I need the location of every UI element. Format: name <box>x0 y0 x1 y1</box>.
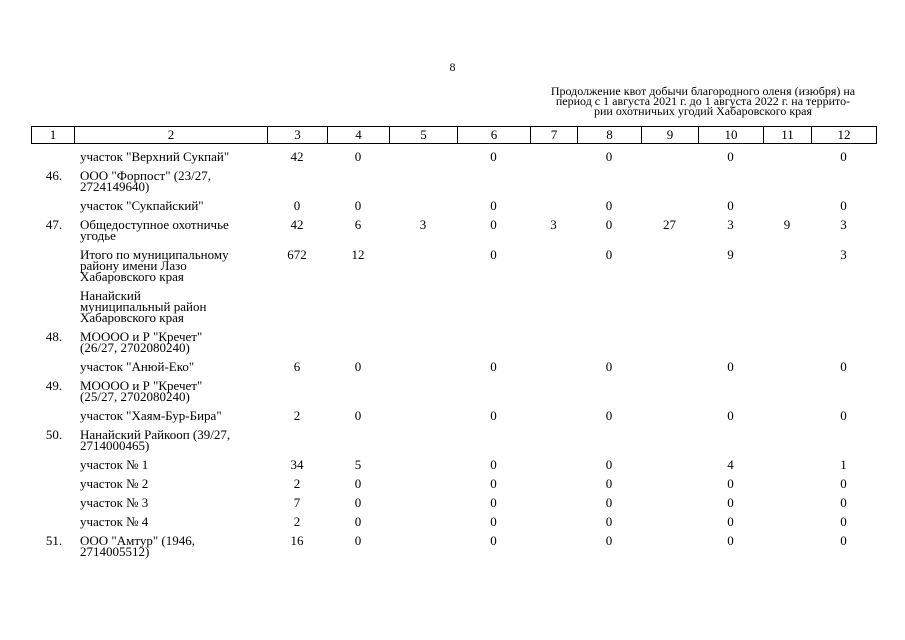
cell-c8: 0 <box>605 359 613 374</box>
cell-c12: 0 <box>840 514 847 529</box>
row-name-line: муниципальный район <box>80 299 207 314</box>
row-number: 47. <box>45 217 63 232</box>
cell-c10: 4 <box>727 457 734 472</box>
cell-c8: 0 <box>605 514 613 529</box>
row-name <box>80 290 265 323</box>
cell-c6: 0 <box>490 247 497 262</box>
cell-c4: 0 <box>354 476 362 491</box>
row-name <box>80 361 265 372</box>
cell-c12: 0 <box>840 359 847 374</box>
table-row <box>0 374 905 404</box>
cell-c12: 0 <box>840 495 847 510</box>
cell-c12: 1 <box>840 457 847 472</box>
row-name-line: участок № 3 <box>80 495 149 510</box>
row-number: 51. <box>45 533 63 548</box>
table-row <box>0 325 905 355</box>
cell-c8: 0 <box>605 247 613 262</box>
row-name <box>80 151 265 162</box>
cell-c12: 3 <box>840 247 847 262</box>
cell-c7: 3 <box>550 217 557 232</box>
row-name <box>80 429 265 451</box>
row-name-line: участок "Хаям-Бур-Бира" <box>80 408 222 423</box>
cell-c12: 3 <box>840 217 847 232</box>
cell-c6: 0 <box>490 408 497 423</box>
row-name-line: участок "Верхний Сукпай" <box>80 149 230 164</box>
cell-c8: 0 <box>605 533 613 548</box>
cell-c4: 6 <box>354 217 362 232</box>
header-cell: 6 <box>458 127 531 144</box>
continuation-title-line: период с 1 августа 2021 г. до 1 августа 2022 г. на террито- <box>555 94 851 108</box>
cell-c8: 0 <box>605 457 613 472</box>
cell-c3: 42 <box>290 217 304 232</box>
header-cell: 10 <box>699 127 764 144</box>
cell-c6: 0 <box>490 476 497 491</box>
cell-c3: 42 <box>290 149 304 164</box>
cell-c12: 0 <box>840 198 847 213</box>
cell-c8: 0 <box>605 495 613 510</box>
column-number-header <box>31 126 877 144</box>
row-name-line: Хабаровского края <box>80 310 184 325</box>
cell-c10: 3 <box>727 217 734 232</box>
row-name-line: Нанайский Райкооп (39/27, <box>80 427 231 442</box>
continuation-title-line: рии охотничьих угодий Хабаровского края <box>593 104 813 118</box>
cell-c10: 0 <box>727 198 734 213</box>
cell-c12: 0 <box>840 533 847 548</box>
cell-c10: 0 <box>727 514 734 529</box>
row-name-line: Хабаровского края <box>80 269 184 284</box>
cell-c10: 0 <box>727 476 734 491</box>
cell-c3: 672 <box>287 247 307 262</box>
cell-c3: 2 <box>293 408 301 423</box>
row-name <box>80 219 265 241</box>
cell-c6: 0 <box>490 149 497 164</box>
cell-c11: 9 <box>783 217 791 232</box>
cell-c8: 0 <box>605 198 613 213</box>
row-name-line: 2724149640) <box>80 179 150 194</box>
cell-c12: 0 <box>840 149 847 164</box>
row-name-line: 2714000465) <box>80 438 150 453</box>
row-name-line: ООО "Амтур" (1946, <box>80 533 195 548</box>
row-number: 49. <box>45 378 63 393</box>
row-name <box>80 331 265 353</box>
cell-c10: 0 <box>727 408 734 423</box>
row-name <box>80 410 265 421</box>
row-name <box>80 535 265 557</box>
cell-c4: 0 <box>354 359 362 374</box>
cell-c5: 3 <box>419 217 427 232</box>
header-cell: 11 <box>764 127 812 144</box>
cell-c12: 0 <box>840 408 847 423</box>
cell-c6: 0 <box>490 198 497 213</box>
row-name-line: (25/27, 2702080240) <box>80 389 190 404</box>
cell-c12: 0 <box>840 476 847 491</box>
table-row <box>0 404 905 423</box>
cell-c4: 0 <box>354 533 362 548</box>
header-cell: 1 <box>32 127 75 144</box>
table-row <box>0 510 905 529</box>
header-cell: 8 <box>578 127 642 144</box>
row-name-line: МОООО и Р "Кречет" <box>80 378 203 393</box>
row-name-line: Нанайский <box>80 288 141 303</box>
row-name <box>80 170 265 192</box>
quota-table-body <box>0 145 905 559</box>
header-cell: 4 <box>328 127 390 144</box>
row-name-line: ООО "Форпост" (23/27, <box>80 168 211 183</box>
table-row <box>0 355 905 374</box>
cell-c8: 0 <box>605 408 613 423</box>
cell-c10: 0 <box>727 495 734 510</box>
continuation-title <box>532 86 874 116</box>
row-name-line: МОООО и Р "Кречет" <box>80 329 203 344</box>
header-cell: 2 <box>75 127 268 144</box>
row-number: 50. <box>45 427 63 442</box>
row-name-line: (26/27, 2702080240) <box>80 340 190 355</box>
table-row <box>0 491 905 510</box>
cell-c10: 0 <box>727 533 734 548</box>
cell-c4: 0 <box>354 149 362 164</box>
row-number: 48. <box>45 329 63 344</box>
cell-c6: 0 <box>490 457 497 472</box>
page-number: 8 <box>449 60 456 74</box>
table-row <box>0 164 905 194</box>
table-row <box>0 453 905 472</box>
cell-c3: 7 <box>293 495 301 510</box>
table-row <box>0 423 905 453</box>
cell-c6: 0 <box>490 359 497 374</box>
cell-c4: 5 <box>354 457 362 472</box>
cell-c3: 6 <box>293 359 301 374</box>
row-name <box>80 478 265 489</box>
cell-c6: 0 <box>490 514 497 529</box>
row-name <box>80 249 265 282</box>
cell-c6: 0 <box>490 533 497 548</box>
continuation-title-line: Продолжение квот добычи благородного оленя (изюбря) на <box>550 84 856 98</box>
cell-c9: 27 <box>663 217 676 232</box>
table-row <box>0 194 905 213</box>
row-name-line: району имени Лазо <box>80 258 187 273</box>
row-name <box>80 380 265 402</box>
cell-c6: 0 <box>490 217 497 232</box>
cell-c3: 2 <box>293 476 301 491</box>
cell-c4: 0 <box>354 198 362 213</box>
row-name-line: Общедоступное охотничье <box>80 217 229 232</box>
cell-c3: 16 <box>290 533 304 548</box>
cell-c8: 0 <box>605 217 613 232</box>
cell-c4: 12 <box>351 247 365 262</box>
cell-c4: 0 <box>354 495 362 510</box>
row-name-line: участок № 4 <box>80 514 149 529</box>
row-name-line: Итого по муниципальному <box>80 247 229 262</box>
row-name <box>80 516 265 527</box>
cell-c3: 0 <box>293 198 301 213</box>
row-name-line: участок "Анюй-Еко" <box>80 359 195 374</box>
header-cell: 5 <box>390 127 458 144</box>
cell-c4: 0 <box>354 514 362 529</box>
cell-c8: 0 <box>605 476 613 491</box>
header-cell: 3 <box>268 127 328 144</box>
table-row <box>0 284 905 325</box>
cell-c3: 2 <box>293 514 301 529</box>
header-cell: 12 <box>812 127 877 144</box>
row-name <box>80 200 265 211</box>
row-name-line: участок № 1 <box>80 457 149 472</box>
row-name-line: участок № 2 <box>80 476 149 491</box>
cell-c6: 0 <box>490 495 497 510</box>
table-row <box>0 472 905 491</box>
row-name-line: угодье <box>80 228 116 243</box>
row-name <box>80 497 265 508</box>
table-row <box>0 243 905 284</box>
cell-c10: 0 <box>727 149 734 164</box>
row-name <box>80 459 265 470</box>
cell-c3: 34 <box>290 457 304 472</box>
cell-c10: 0 <box>727 359 734 374</box>
table-row <box>0 529 905 559</box>
table-row <box>0 213 905 243</box>
cell-c10: 9 <box>727 247 734 262</box>
row-number: 46. <box>45 168 63 183</box>
cell-c8: 0 <box>605 149 613 164</box>
cell-c4: 0 <box>354 408 362 423</box>
row-name-line: участок "Сукпайский" <box>80 198 204 213</box>
header-cell: 7 <box>531 127 578 144</box>
table-row <box>0 145 905 164</box>
row-name-line: 2714005512) <box>80 544 150 559</box>
header-cell: 9 <box>642 127 699 144</box>
